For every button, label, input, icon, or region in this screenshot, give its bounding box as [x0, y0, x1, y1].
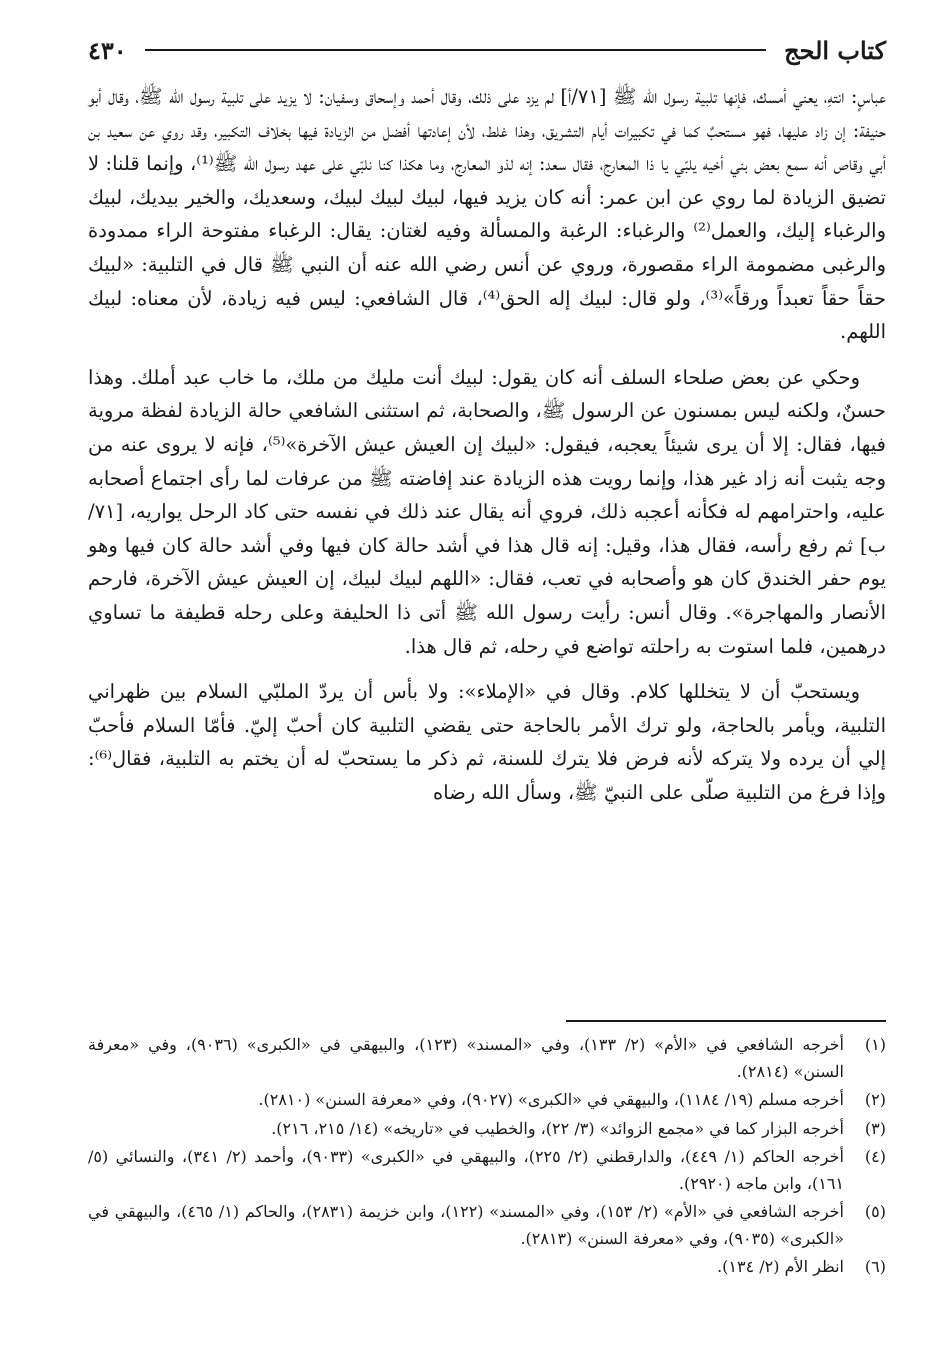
- footnote: [88, 1254, 886, 1281]
- footnote-text: أخرجه مسلم (١٩/ ١١٨٤)، والبيهقي في «الكبرى» (٩٠٢٧)، وفي «معرفة السنن» (٢٨١٠).: [258, 1090, 844, 1109]
- paragraph: وحكي عن بعض صلحاء السلف أنه كان يقول: لبيك أنت مليك من ملك، ما خاب عبد أملك. وهذا حسنٌ، ولكنه ليس بمسنون عن الرسول ﷺ، والصحابة، ثم استثنى الشافعي حالة الزيادة لفظة مروية فيها، فقال: إلا أن يرى شيئاً يعجبه، فيقول: «لبيك إن العيش عيش الآخرة»⁽⁵⁾، فإنه لا يروى عنه من وجه يثبت أنه زاد غير هذا، وإنما رويت هذه الزيادة عند إفاضته ﷺ من عرفات لما رأى اجتماع أصحابه عليه، واحترامهم له فكأنه أعجبه ذلك، فروي أنه يقال عند ذلك في نفسه حتى كاد الرحل يواريه، [٧١/ب] ثم رفع رأسه، فقال هذا، وقيل: إنه قال هذا في أشد حالة كان فيها وفي أشد حالة كان فيها وهو يوم حفر الخندق كان هو وأصحابه في تعب، فقال: «اللهم لبيك لبيك، إن العيش عيش الآخرة، فارحم الأنصار والمهاجرة». وقال أنس: رأيت رسول الله ﷺ أتى ذا الحليفة وعلى رحله قطيفة ما تساوي درهمين، فلما استوت به راحلته تواضع في رحله، ثم قال هذا.: [88, 365, 886, 658]
- footnote-text: انظر الأم (٢/ ١٣٤).: [717, 1257, 844, 1276]
- page-header: [88, 30, 886, 70]
- paragraph: ويستحبّ أن لا يتخللها كلام. وقال في «الإملاء»: ولا بأس أن يردّ الملبّي السلام بين ظهراني التلبية، ويأمر بالحاجة، ولو ترك الأمر بالحاجة حتى يقضي التلبية كان أحبّ إليّ. فأمّا السلام فأحبّ إلي أن يرده ولا يتركه لأنه فرض فلا يترك للسنة، ثم ذكر ما يستحبّ له أن يختم به التلبية، فقال⁽⁶⁾: وإذا فرغ من التلبية صلّى على النبيّ ﷺ، وسأل الله رضاه: [88, 680, 886, 804]
- chapter-title: كتاب الحج: [784, 35, 886, 65]
- footnote-text: أخرجه الشافعي في «الأم» (٢/ ١٥٣)، وفي «المسند» (١٢٢)، وابن خزيمة (٢٨٣١)، والحاكم (١/ ٤٦٥)، والبيهقي في «الكبرى» (٩٠٣٥)، وفي «معرفة السنن» (٢٨١٣).: [88, 1202, 844, 1248]
- main-text: [88, 80, 886, 809]
- header-rule: [145, 49, 766, 51]
- footnote: [88, 1199, 886, 1252]
- footnote: [88, 1032, 886, 1085]
- footnote: [88, 1144, 886, 1197]
- footnote-text: أخرجه البزار كما في «مجمع الزوائد» (٣/ ٢٢)، والخطيب في «تاريخه» (١٤/ ٢١٥، ٢١٦).: [271, 1118, 844, 1138]
- footnote: [88, 1087, 886, 1114]
- footnote-text: أخرجه الشافعي في «الأم» (٢/ ١٣٣)، وفي «المسند» (١٢٣)، والبيهقي في «الكبرى» (٩٠٣٦)، وفي «معرفة السنن» (٢٨١٤).: [88, 1035, 845, 1081]
- footnote-number: (٢): [864, 1090, 886, 1109]
- page-number: ٤٣٠: [88, 35, 127, 65]
- footnote-number: (١): [864, 1035, 886, 1054]
- footnote-number: (٦): [864, 1257, 886, 1276]
- footnote-separator: [566, 1020, 886, 1022]
- paragraph: عباسٍ: انتهِ، يعني أمسك، فإنها تلبية رسول الله ﷺ [٧١/أ] لم يزد على ذلك، وقال أحمد وإسحاق وسفيان: لا يزيد على تلبية رسول الله ﷺ، وقال أبو حنيفة: إن زاد عليها، فهو مستحبٌ كما في تكبيرات أيام التشريق، وهذا غلط، لأن إعادتها أفضل من الزيادة فيها بخلاف التكبير، وقد روي عن سعيد بن أبي وقاص أنه سمع بعض بني أخيه يلبّي يا ذا المعارج، فقال سعد: إنه لذو المعارج، وما هكذا كنا نلبّي على عهد رسول الله ﷺ⁽¹⁾، وإنما قلنا: لا تضيق الزيادة لما روي عن ابن عمر: أنه كان يزيد فيها، لبيك لبيك لبيك، وسعديك، والخير بيديك، لبيك والرغباء إليك، والعمل⁽²⁾ والرغباء: الرغبة والمسألة وفيه لغتان: يقال: الرغباء مفتوحة الراء ممدودة والرغبى مضمومة الراء مقصورة، وروي عن أنس رضي الله عنه أن النبي ﷺ قال في التلبية: «لبيك حقاً حقاً تعبداً ورقاً»⁽³⁾، ولو قال: لبيك إله الحق⁽⁴⁾، قال الشافعي: ليس فيه زيادة، لأن معناه: لبيك اللهم.: [88, 85, 887, 344]
- footnote-number: (٤): [864, 1147, 886, 1166]
- footnote-text: أخرجه الحاكم (١/ ٤٤٩)، والدارقطني (٢/ ٢٢٥)، والبيهقي في «الكبرى» (٩٠٣٣)، وأحمد (٢/ ٣٤١)، والنسائي (٥/ ١٦١)، وابن ماجه (٢٩٢٠).: [88, 1147, 844, 1193]
- footnotes: [88, 1032, 886, 1283]
- footnote: [88, 1116, 886, 1143]
- footnote-number: (٣): [864, 1118, 886, 1138]
- footnote-number: (٥): [864, 1202, 886, 1221]
